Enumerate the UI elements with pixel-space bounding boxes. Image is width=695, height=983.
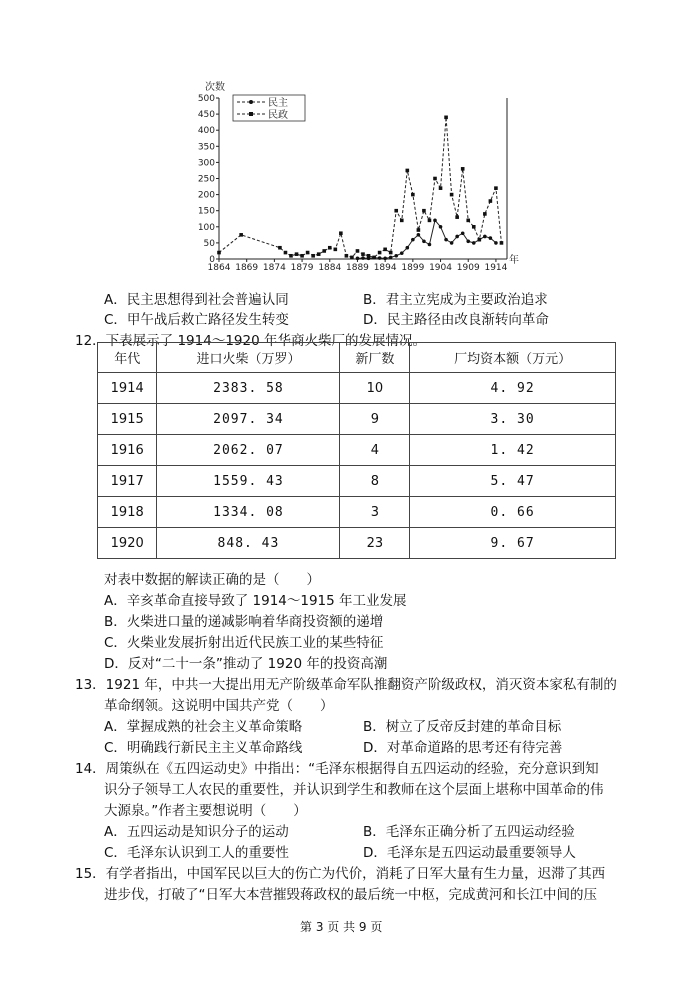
- q12-stem: 12．下表展示了 1914～1920 年华商火柴厂的发展情况。: [75, 333, 426, 349]
- y-axis-label: 次数: [205, 82, 225, 93]
- data-point: [461, 167, 465, 171]
- data-point: [372, 256, 376, 260]
- data-point: [400, 219, 404, 223]
- table-cell: 9: [340, 404, 410, 435]
- table-cell: 1334. 08: [157, 497, 340, 528]
- data-point: [483, 235, 487, 239]
- data-point: [433, 177, 437, 181]
- x-tick-label: 1864: [207, 263, 231, 273]
- data-point: [356, 257, 360, 261]
- x-tick-label: 1879: [290, 263, 314, 273]
- data-point: [317, 252, 321, 256]
- data-point: [461, 231, 465, 235]
- q11-option-a[interactable]: A．民主思想得到社会普遍认同: [104, 292, 289, 308]
- data-point: [472, 241, 476, 245]
- table-row: [98, 466, 616, 497]
- q13-option-b[interactable]: B．树立了反帝反封建的革命目标: [363, 719, 562, 735]
- q11-option-b[interactable]: B．君主立宪成为主要政治追求: [363, 292, 548, 308]
- y-tick-label: 0: [209, 255, 215, 265]
- legend-label: 民主: [268, 98, 288, 109]
- table-cell: 23: [340, 528, 410, 559]
- data-point: [478, 238, 482, 242]
- data-point: [483, 212, 487, 216]
- y-tick-label: 350: [197, 142, 215, 153]
- data-point: [389, 251, 393, 255]
- q12-table: [97, 342, 616, 559]
- table-cell: 1559. 43: [157, 466, 340, 497]
- table-cell: 2383. 58: [157, 373, 340, 404]
- data-point: [466, 239, 470, 243]
- q12-option-b[interactable]: B．火柴进口量的递减影响着华商投资额的递增: [104, 614, 384, 630]
- q13-option-a[interactable]: A．掌握成熟的社会主义革命策略: [104, 719, 303, 735]
- data-point: [378, 256, 382, 260]
- table-row: [98, 373, 616, 404]
- data-point: [378, 251, 382, 255]
- table-cell: 1916: [98, 435, 157, 466]
- x-axis-label: 年: [509, 255, 519, 266]
- data-point: [455, 215, 459, 219]
- q13-stem-line2: 革命纲领。这说明中国共产党（ ）: [104, 698, 334, 714]
- data-point: [306, 251, 310, 255]
- data-point: [494, 186, 498, 190]
- y-tick-label: 150: [197, 206, 215, 217]
- q14-option-d[interactable]: D．毛泽东是五四运动最重要领导人: [363, 845, 576, 861]
- table-cell: 848. 43: [157, 528, 340, 559]
- data-point: [284, 251, 288, 255]
- data-point: [328, 246, 332, 250]
- data-point: [278, 246, 282, 250]
- table-cell: 9. 67: [410, 528, 616, 559]
- table-header: 年代: [98, 343, 157, 373]
- data-point: [422, 209, 426, 213]
- table-cell: 1. 42: [410, 435, 616, 466]
- data-point: [428, 219, 432, 223]
- data-point: [489, 199, 493, 203]
- q13-stem-line1: 13．1921 年，中共一大提出用无产阶级革命军队推翻资产阶级政权，消灭资本家私有制的: [75, 677, 617, 693]
- data-point: [444, 116, 448, 120]
- data-point: [422, 239, 426, 243]
- q14-option-c[interactable]: C．毛泽东认识到工人的重要性: [104, 845, 289, 861]
- q14-option-a[interactable]: A．五四运动是知识分子的运动: [104, 824, 289, 840]
- data-point: [289, 254, 293, 258]
- table-cell: 0. 66: [410, 497, 616, 528]
- x-tick-label: 1899: [401, 263, 425, 273]
- table-row: [98, 435, 616, 466]
- data-point: [389, 256, 393, 260]
- data-point: [455, 235, 459, 239]
- data-point: [406, 169, 410, 173]
- series-line-minzheng: [219, 117, 501, 257]
- data-point: [489, 236, 493, 240]
- q11-option-c[interactable]: C．甲午战后救亡路径发生转变: [104, 312, 289, 328]
- data-point: [350, 256, 354, 260]
- q13-option-c[interactable]: C．明确践行新民主主义革命路线: [104, 740, 303, 756]
- data-point: [439, 225, 443, 229]
- y-tick-label: 100: [197, 222, 215, 233]
- data-point: [217, 251, 221, 255]
- q14-stem-line1: 14．周策纵在《五四运动史》中指出：“毛泽东根据得自五四运动的经验，充分意识到知: [75, 761, 599, 777]
- data-point: [433, 219, 437, 223]
- legend-marker: [249, 100, 253, 104]
- data-point: [417, 228, 421, 232]
- q11-option-d[interactable]: D．民主路径由改良渐转向革命: [363, 312, 549, 328]
- page-footer: 第 3 页 共 9 页: [300, 920, 383, 934]
- x-tick-label: 1874: [262, 263, 286, 273]
- data-point: [239, 233, 243, 237]
- data-point: [394, 254, 398, 258]
- data-point: [444, 238, 448, 242]
- q12-question: 对表中数据的解读正确的是（ ）: [104, 572, 320, 588]
- data-point: [472, 225, 476, 229]
- q14-stem-line2: 识分子领导工人农民的重要性，并认识到学生和教师在这个层面上堪称中国革命的伟: [104, 782, 604, 798]
- data-point: [345, 254, 349, 258]
- table-cell: 3. 30: [410, 404, 616, 435]
- x-tick-label: 1914: [484, 263, 508, 273]
- data-point: [367, 254, 371, 258]
- data-point: [394, 209, 398, 213]
- data-point: [361, 252, 365, 256]
- q14-stem-line3: 大源泉。”作者主要想说明（ ）: [104, 803, 307, 819]
- legend-label: 民政: [268, 110, 288, 121]
- table-row: [98, 497, 616, 528]
- q12-option-d[interactable]: D．反对“二十一条”推动了 1920 年的投资高潮: [104, 656, 388, 672]
- table-cell: 10: [340, 373, 410, 404]
- data-point: [411, 193, 415, 197]
- q12-option-c[interactable]: C．火柴业发展折射出近代民族工业的某些特征: [104, 635, 384, 651]
- table-row: [98, 404, 616, 435]
- data-point: [295, 252, 299, 256]
- chart-legend: [233, 95, 305, 121]
- y-tick-label: 500: [197, 94, 215, 104]
- table-cell: 4: [340, 435, 410, 466]
- y-tick-label: 300: [197, 158, 215, 169]
- table-header: 厂均资本额（万元）: [410, 343, 616, 373]
- table-row: [98, 528, 616, 559]
- table-cell: 1915: [98, 404, 157, 435]
- table-cell: 1917: [98, 466, 157, 497]
- table-cell: 5. 47: [410, 466, 616, 497]
- table-cell: 3: [340, 497, 410, 528]
- q14-option-b[interactable]: B．毛泽东正确分析了五四运动经验: [363, 824, 575, 840]
- data-point: [339, 231, 343, 235]
- data-point: [356, 249, 360, 253]
- y-tick-label: 250: [197, 174, 215, 185]
- q15-stem-line2: 进步伐，打破了“日军大本营摧毁蒋政权的最后统一中枢，完成黄河和长江中间的压: [104, 887, 597, 903]
- table-header: 进口火柴（万罗）: [157, 343, 340, 373]
- x-tick-label: 1904: [429, 263, 452, 273]
- data-point: [300, 254, 304, 258]
- data-point: [500, 241, 504, 245]
- q13-option-d[interactable]: D．对革命道路的思考还有待完善: [363, 740, 563, 756]
- table-cell: 1918: [98, 497, 157, 528]
- chart-series: [217, 116, 503, 261]
- data-point: [334, 248, 338, 252]
- table-header-row: [98, 343, 616, 373]
- y-tick-label: 50: [203, 238, 215, 249]
- data-point: [439, 186, 443, 190]
- table-cell: 8: [340, 466, 410, 497]
- data-point: [322, 249, 326, 253]
- table-cell: 2097. 34: [157, 404, 340, 435]
- legend-marker: [249, 112, 253, 116]
- x-tick-label: 1869: [235, 263, 259, 273]
- line-chart: [195, 80, 525, 275]
- data-point: [466, 219, 470, 223]
- y-tick-label: 450: [197, 110, 215, 121]
- q15-stem-line1: 15．有学者指出，中国军民以巨大的伤亡为代价，消耗了日军大量有生力量，迟滞了其西: [75, 866, 606, 882]
- table-cell: 1914: [98, 373, 157, 404]
- data-point: [450, 193, 454, 197]
- y-tick-label: 200: [197, 190, 215, 201]
- data-point: [400, 251, 404, 255]
- x-tick-label: 1884: [318, 263, 342, 273]
- x-tick-label: 1889: [346, 263, 369, 273]
- data-point: [417, 233, 421, 237]
- data-point: [383, 248, 387, 252]
- data-point: [406, 246, 410, 250]
- data-point: [383, 257, 387, 261]
- y-tick-label: 400: [197, 126, 215, 137]
- data-point: [428, 243, 432, 247]
- table-cell: 2062. 07: [157, 435, 340, 466]
- data-point: [311, 254, 315, 258]
- data-point: [494, 241, 498, 245]
- data-point: [411, 238, 415, 242]
- data-point: [450, 241, 454, 245]
- data-point: [361, 256, 365, 260]
- x-tick-label: 1894: [373, 263, 397, 273]
- table-cell: 1920: [98, 528, 157, 559]
- x-tick-label: 1909: [456, 263, 480, 273]
- table-cell: 4. 92: [410, 373, 616, 404]
- q12-option-a[interactable]: A．辛亥革命直接导致了 1914～1915 年工业发展: [104, 593, 407, 609]
- table-header: 新厂数: [340, 343, 410, 373]
